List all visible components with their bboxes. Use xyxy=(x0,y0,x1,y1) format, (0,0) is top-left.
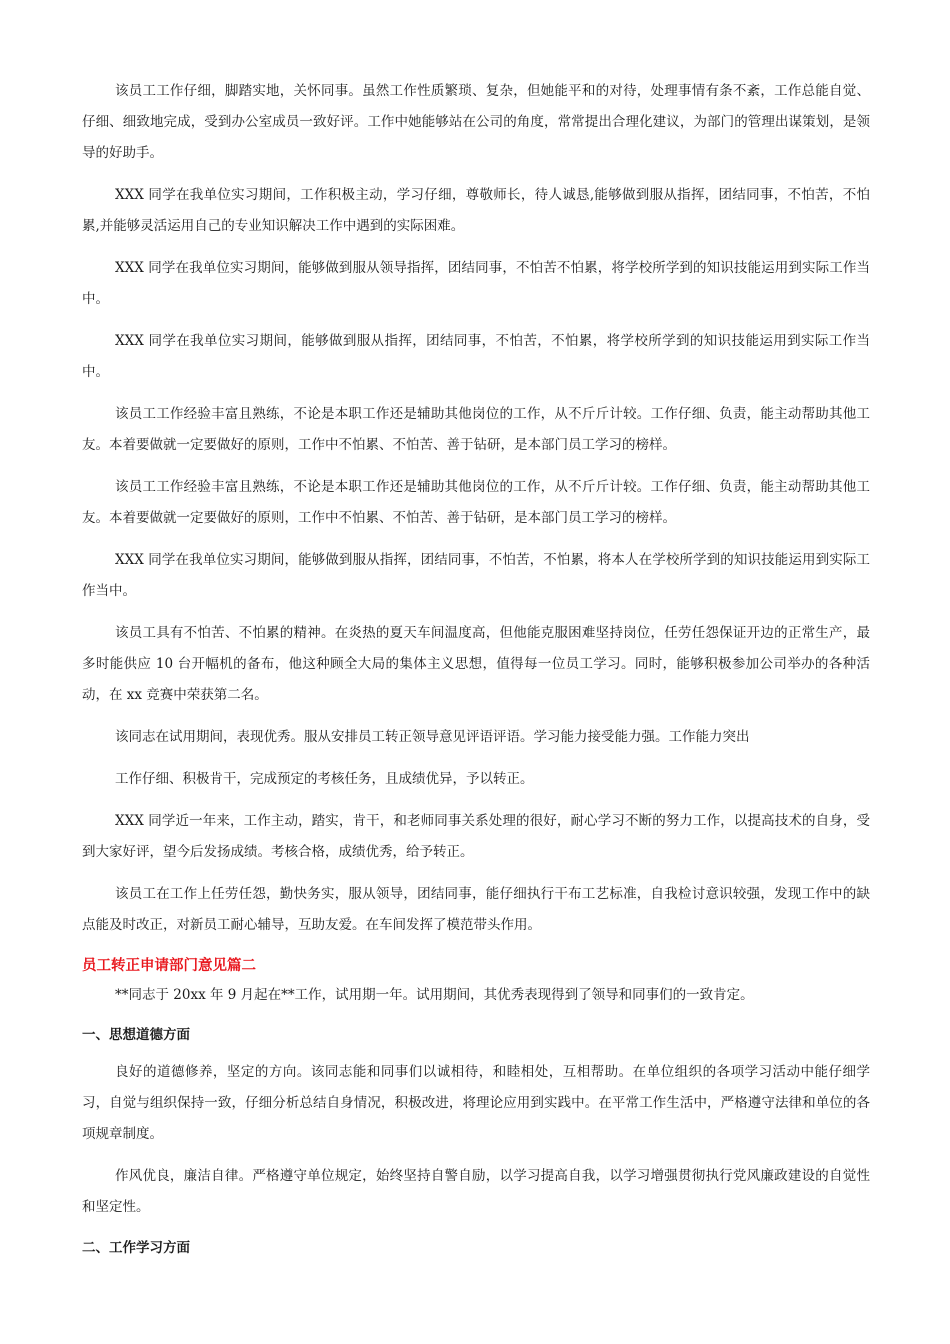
paragraph: 该员工工作经验丰富且熟练，不论是本职工作还是辅助其他岗位的工作，从不斤斤计较。工作仔细、负责，能主动帮助其他工友。本着要做就一定要做好的原则，工作中不怕累、不怕苦、善于钻研，是本部门员工学习的榜样。 xyxy=(82,479,870,526)
paragraph: 该员工具有不怕苦、不怕累的精神。在炎热的夏天车间温度高，但他能克服困难坚持岗位，任劳任怨保证开边的正常生产，最多时能供应 10 台开幅机的备布，他这种顾全大局的集体主义思想，值得每一位员工学习。同时，能够积极参加公司举办的各种活动，在 xx 竞赛中荣获第二名。 xyxy=(82,625,870,703)
paragraph: 作风优良，廉洁自律。严格遵守单位规定，始终坚持自警自励，以学习提高自我，以学习增强贯彻执行党风廉政建设的自觉性和坚定性。 xyxy=(82,1168,870,1215)
paragraph: XXX 同学在我单位实习期间，能够做到服从领导指挥，团结同事，不怕苦不怕累，将学校所学到的知识技能运用到实际工作当中。 xyxy=(82,260,870,307)
paragraph: XXX 同学近一年来，工作主动，踏实，肯干，和老师同事关系处理的很好，耐心学习不断的努力工作，以提高技术的自身，受到大家好评，望今后发扬成绩。考核合格，成绩优秀，给予转正。 xyxy=(82,813,870,860)
document-body xyxy=(82,76,870,1270)
subheading-moral: 一、思想道德方面 xyxy=(82,1027,190,1043)
paragraph: XXX 同学在我单位实习期间，能够做到服从指挥，团结同事，不怕苦，不怕累，将学校所学到的知识技能运用到实际工作当中。 xyxy=(82,333,870,380)
paragraph: XXX 同学在我单位实习期间，工作积极主动，学习仔细，尊敬师长，待人诚恳,能够做到服从指挥，团结同事，不怕苦，不怕累,并能够灵活运用自己的专业知识解决工作中遇到的实际困难。 xyxy=(82,187,870,234)
paragraph: XXX 同学在我单位实习期间，能够做到服从指挥，团结同事，不怕苦，不怕累，将本人在学校所学到的知识技能运用到实际工作当中。 xyxy=(82,552,870,599)
section-title: 员工转正申请部门意见篇二 xyxy=(82,958,256,974)
section-intro: **同志于 20xx 年 9 月起在**工作，试用期一年。试用期间，其优秀表现得到了领导和同事们的一致肯定。 xyxy=(115,987,754,1003)
paragraph: 该员工工作经验丰富且熟练，不论是本职工作还是辅助其他岗位的工作，从不斤斤计较。工作仔细、负责，能主动帮助其他工友。本着要做就一定要做好的原则，工作中不怕累、不怕苦、善于钻研，是本部门员工学习的榜样。 xyxy=(82,406,870,453)
paragraph: 工作仔细、积极肯干，完成预定的考核任务，且成绩优异，予以转正。 xyxy=(115,771,534,787)
paragraph: 良好的道德修养，坚定的方向。该同志能和同事们以诚相待，和睦相处，互相帮助。在单位组织的各项学习活动中能仔细学习，自觉与组织保持一致，仔细分析总结自身情况，积极改进，将理论应用到实践中。在平常工作生活中，严格遵守法律和单位的各项规章制度。 xyxy=(82,1064,870,1142)
paragraph: 该员工在工作上任劳任怨，勤快务实，服从领导，团结同事，能仔细执行干布工艺标准，自我检讨意识较强，发现工作中的缺点能及时改正，对新员工耐心辅导，互助友爱。在车间发挥了模范带头作用。 xyxy=(82,886,870,933)
paragraph: 该同志在试用期间，表现优秀。服从安排员工转正领导意见评语评语。学习能力接受能力强。工作能力突出 xyxy=(115,729,750,745)
subheading-work-study: 二、工作学习方面 xyxy=(82,1240,190,1256)
paragraph: 该员工工作仔细，脚踏实地，关怀同事。虽然工作性质繁琐、复杂，但她能平和的对待，处理事情有条不紊，工作总能自觉、仔细、细致地完成，受到办公室成员一致好评。工作中她能够站在公司的角度，常常提出合理化建议，为部门的管理出谋策划，是领导的好助手。 xyxy=(82,83,870,161)
